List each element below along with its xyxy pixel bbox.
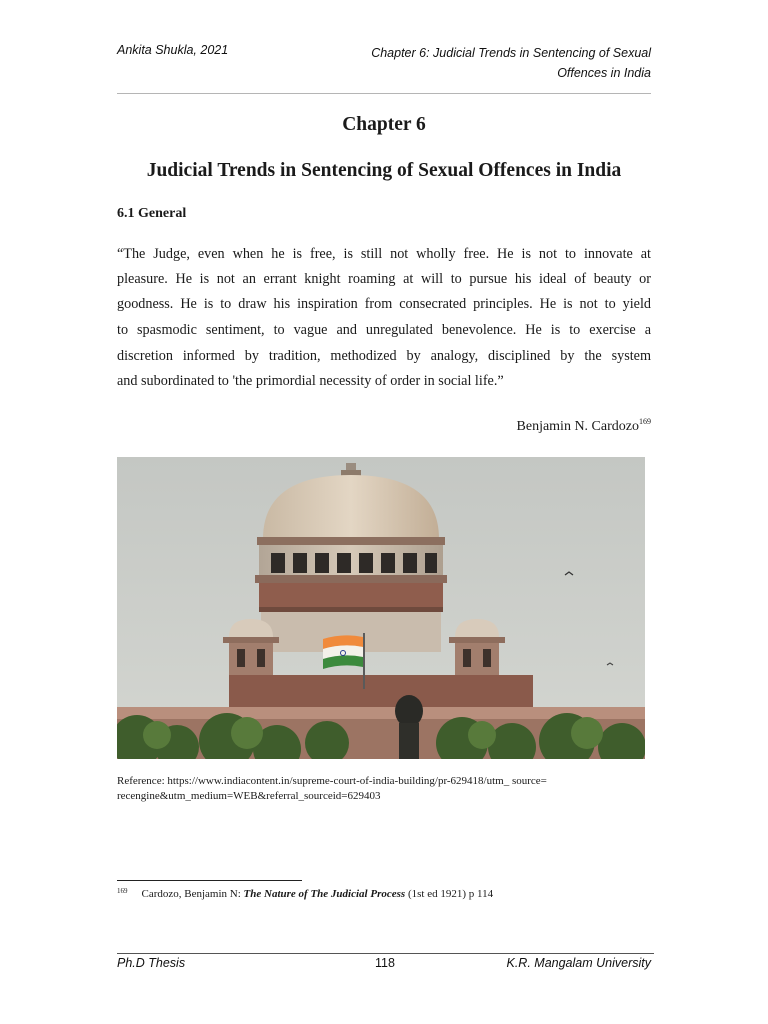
image-reference [117,774,657,804]
reference-line1: Reference: https://www.indiacontent.in/supreme-court-of-india-building/pr-629418/utm_ source= [117,775,547,787]
section-heading: 6.1 General [117,206,187,221]
footnote [117,887,493,900]
chapter-number: Chapter 6 [342,114,426,135]
chapter-title: Judicial Trends in Sentencing of Sexual Offences in India [146,160,622,181]
footnote-reference: 169 [639,417,651,426]
running-header-chapter [330,43,651,83]
footer-thesis-label: Ph.D Thesis [117,956,186,970]
page-number: 118 [375,956,395,970]
header-rule [117,93,651,94]
running-header-author: Ankita Shukla, 2021 [117,43,229,57]
running-header-chapter-line1: Chapter 6: Judicial Trends in Sentencing of Sexual [371,46,651,60]
footer-university: K.R. Mangalam University [506,956,651,970]
running-header-chapter-line2: Offences in India [557,66,651,80]
quote-line: pleasure. He is not an errant knight roaming at will to pursue his ideal of beauty or [117,271,651,287]
quote-line: “The Judge, even when he is free, is still not wholly free. He is not to innovate at [117,246,651,262]
quote-line: and subordinated to 'the primordial necessity of order in social life.” [117,373,504,389]
supreme-court-photo [117,457,645,759]
quote-author: Benjamin N. Cardozo [516,419,639,434]
quote-line: discretion informed by tradition, methodized by analogy, disciplined by the system [117,348,651,364]
quote-line: goodness. He is to draw his inspiration from consecrated principles. He is not to yield [117,296,651,312]
footnote-mark: 169 [117,887,128,895]
footnote-book-title: The Nature of The Judicial Process [243,888,406,900]
footer-rule [117,953,654,954]
footnote-rule [117,880,302,881]
footnote-prefix: Cardozo, Benjamin N: [141,888,244,900]
footnote-suffix: (1st ed 1921) p 114 [405,888,494,900]
reference-line2: recengine&utm_medium=WEB&referral_sourceid=629403 [117,790,381,802]
quote-line: to spasmodic sentiment, to vague and unregulated benevolence. He is to exercise a [117,322,651,338]
quote-attribution [517,417,651,435]
